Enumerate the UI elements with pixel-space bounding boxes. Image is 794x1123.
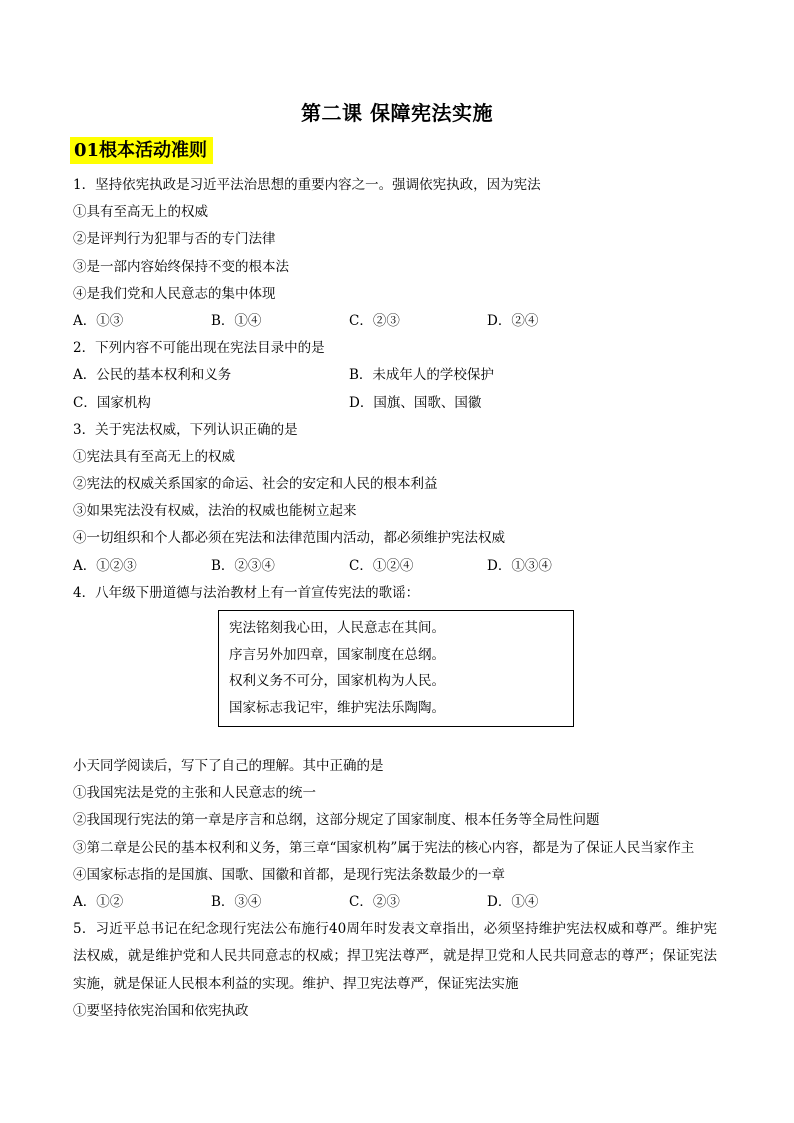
option-a: A．①②③ [73, 557, 137, 574]
question-1-item: ①具有至高无上的权威 [73, 204, 208, 221]
question-1-options [73, 308, 723, 335]
poem-line: 权利义务不可分，国家机构为人民。 [229, 673, 445, 689]
poem-line: 序言另外加四章，国家制度在总纲。 [229, 646, 445, 663]
question-4-options [73, 889, 723, 916]
option-b: B．①④ [211, 312, 262, 329]
question-1-stem: 1．坚持依宪执政是习近平法治思想的重要内容之一。强调依宪执政，因为宪法 [73, 177, 541, 193]
option-a: A．①② [73, 893, 124, 910]
option-a: A．公民的基本权利和义务 [73, 367, 232, 384]
option-c: C．国家机构 [73, 394, 151, 411]
question-2-stem: 2．下列内容不可能出现在宪法目录中的是 [73, 340, 325, 357]
question-4-item: ②我国现行宪法的第一章是序言和总纲，这部分规定了国家制度、根本任务等全局性问题 [73, 812, 600, 829]
option-c: C．②③ [349, 893, 400, 910]
question-3-item: ②宪法的权威关系国家的命运、社会的安定和人民的根本利益 [73, 476, 438, 493]
question-3-item: ④一切组织和个人都必须在宪法和法律范围内活动，都必须维护宪法权威 [73, 530, 505, 547]
poem-box [218, 610, 574, 727]
question-2-options-row-2 [73, 390, 723, 417]
option-c: C．②③ [349, 312, 400, 329]
question-3-item: ③如果宪法没有权威，法治的权威也能树立起来 [73, 503, 357, 520]
page-title: 第二课 保障宪法实施 [301, 101, 493, 125]
poem-line: 宪法铭刻我心田，人民意志在其间。 [229, 620, 445, 636]
question-4-item: ④国家标志指的是国旗、国歌、国徽和首都，是现行宪法条数最少的一章 [73, 866, 505, 883]
option-b: B．②③④ [211, 557, 275, 574]
question-4-item: ③第二章是公民的基本权利和义务，第三章“国家机构”属于宪法的核心内容，都是为了保证人民当家作主 [73, 839, 695, 856]
question-5-item: ①要坚持依宪治国和依宪执政 [73, 1002, 249, 1019]
option-d: D．①④ [487, 893, 539, 910]
poem-line: 国家标志我记牢，维护宪法乐陶陶。 [229, 699, 445, 716]
option-d: D．②④ [487, 312, 539, 329]
option-b: B．③④ [211, 893, 262, 910]
question-4-item: ①我国宪法是党的主张和人民意志的统一 [73, 785, 316, 802]
question-2-options-row-1 [73, 362, 723, 389]
question-1-item: ③是一部内容始终保持不变的根本法 [73, 258, 289, 275]
option-d: D．①③④ [487, 557, 552, 574]
question-4-stem: 4．八年级下册道德与法治教材上有一首宣传宪法的歌谣： [73, 584, 420, 601]
section-heading: 01根本活动准则 [70, 137, 213, 164]
question-3-item: ①宪法具有至高无上的权威 [73, 448, 235, 465]
question-4-followup: 小天同学阅读后，写下了自己的理解。其中正确的是 [73, 758, 384, 774]
question-list [73, 172, 723, 1025]
question-3-stem: 3．关于宪法权威，下列认识正确的是 [73, 421, 298, 438]
question-1-item: ④是我们党和人民意志的集中体现 [73, 285, 276, 302]
option-d: D．国旗、国歌、国徽 [349, 394, 482, 411]
option-c: C．①②④ [349, 557, 414, 574]
option-a: A．①③ [73, 312, 124, 329]
question-3-options [73, 553, 723, 580]
option-b: B．未成年人的学校保护 [349, 367, 494, 384]
question-5-stem: 5．习近平总书记在纪念现行宪法公布施行40周年时发表文章指出，必须坚持维护宪法权威和尊严。维护宪法权威，就是维护党和人民共同意志的权威；捍卫宪法尊严，就是捍卫党和人民共同意志的尊严；保证宪法实施，就是保证人民根本利益的实现。维护、捍卫宪法尊严，保证宪法实施 [73, 921, 717, 992]
question-1-item: ②是评判行为犯罪与否的专门法律 [73, 231, 276, 248]
